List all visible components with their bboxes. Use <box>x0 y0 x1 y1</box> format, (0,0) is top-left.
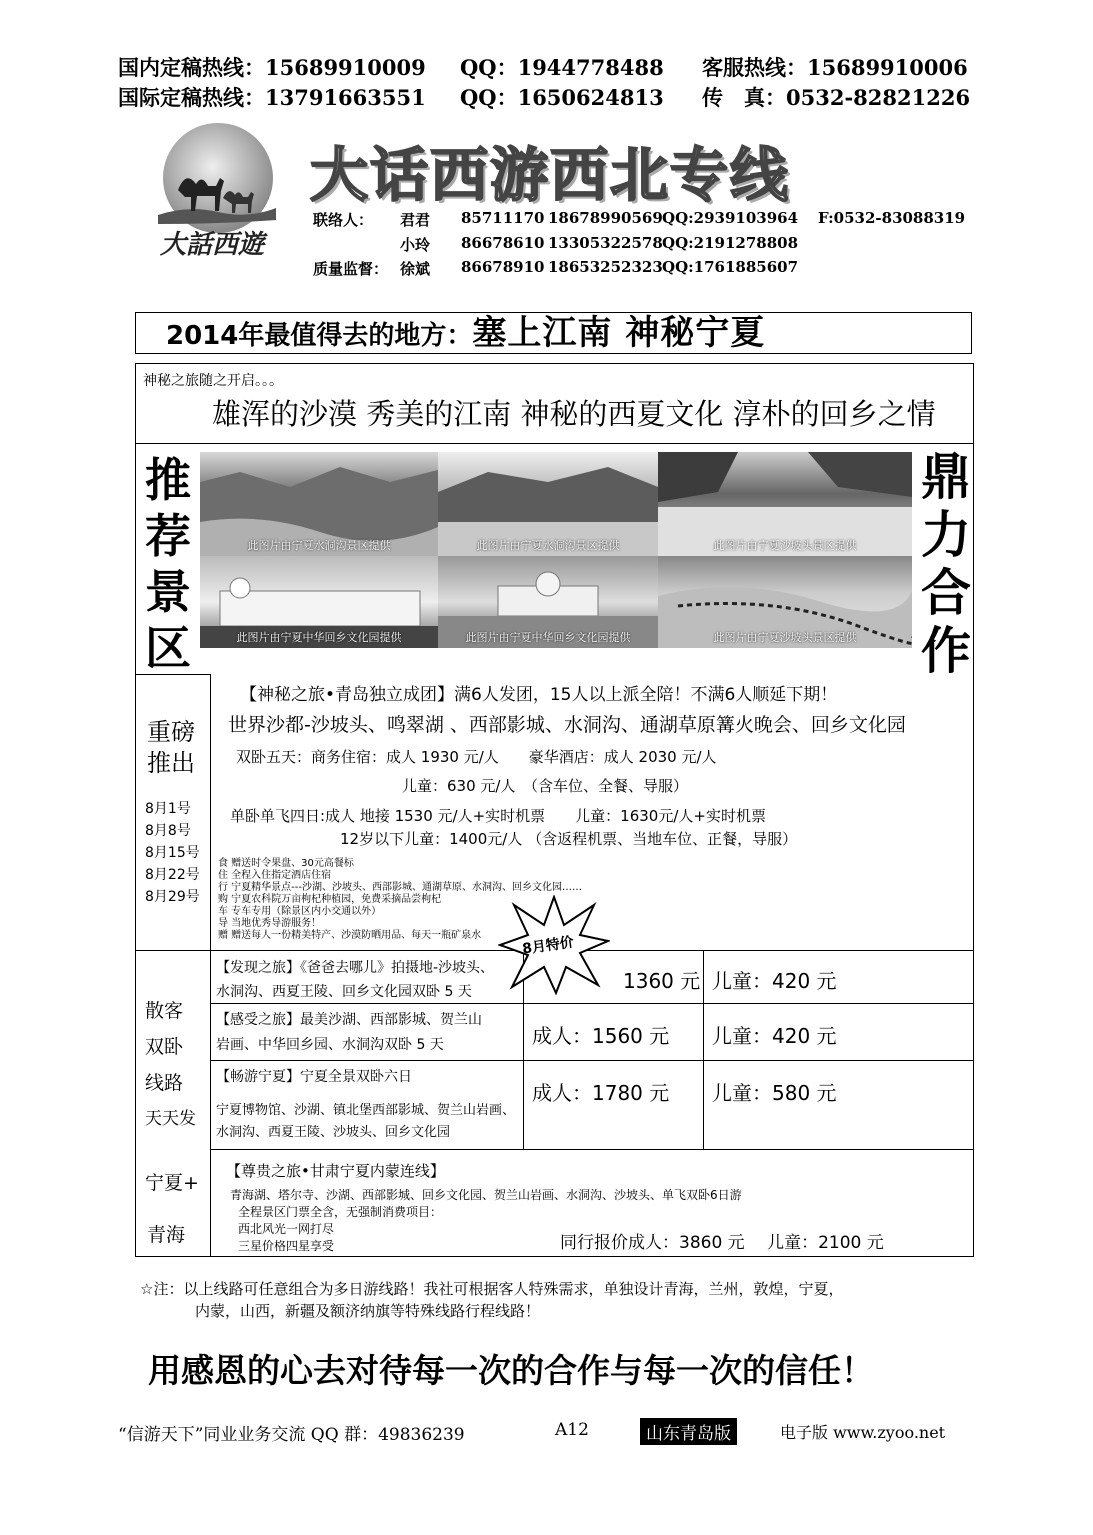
route-adult-price: 成人：1780 元 <box>532 1081 670 1105</box>
domestic-qq: QQ：1944778488 <box>460 55 664 80</box>
perk-item: 赠 赠送每人一份精美特产、沙漠防晒用品、每天一瓶矿泉水 <box>218 930 482 941</box>
brand-title: 大话西游西北专线 <box>310 141 791 209</box>
headline <box>166 313 765 359</box>
note-line-2: 内蒙，山西，新疆及额济纳旗等特殊线路行程线路！ <box>195 1302 541 1320</box>
featured-price-1: 双卧五天：商务住宿：成人 1930 元/人 豪华酒店：成人 2030 元/人 <box>236 748 717 766</box>
route-name: 【发现之旅】《爸爸去哪儿》拍摄地-沙坡头、 <box>216 960 495 976</box>
route-adult-price: 成人：1560 元 <box>532 1024 670 1048</box>
date-item: 8月15号 <box>145 845 200 861</box>
route-detail: 岩画、中华回乡园、水洞沟双卧 5 天 <box>216 1037 444 1053</box>
premium-line: 西北风光一网打尽 <box>238 1222 335 1236</box>
route-child-price: 儿童：420 元 <box>712 969 837 993</box>
photo-caption: 此图片由宁夏中华回乡文化园提供 <box>236 631 402 644</box>
featured-price-2: 儿童：630 元/人 （含车位、全餐、导服） <box>402 777 688 795</box>
date-item: 8月29号 <box>145 889 200 905</box>
partnership-label: 鼎 力 合 作 <box>921 448 971 680</box>
photo-caption: 此图片由宁夏沙坡头景区提供 <box>713 539 857 552</box>
date-item: 8月8号 <box>145 823 191 839</box>
slogan: 用感恩的心去对待每一次的合作与每一次的信任！ <box>148 1351 874 1390</box>
perk-item: 车 专车专用（除景区内小交通以外） <box>218 906 382 917</box>
edition-badge: 山东青岛版 <box>640 1418 737 1445</box>
contact-mobile: 18678990569 <box>548 209 663 227</box>
divider <box>135 443 974 444</box>
premium-line: 三星价格四星享受 <box>238 1239 335 1253</box>
photo-caption: 此图片由宁夏中华回乡文化园提供 <box>465 631 631 644</box>
perk-item: 住 全程入住指定酒店住宿 <box>218 870 332 881</box>
divider <box>210 1150 211 1257</box>
footer-website[interactable]: 电子版 www.zyoo.net <box>780 1423 946 1442</box>
perk-item: 购 宁夏农科院万亩枸杞种植园，免费采摘品尝枸杞 <box>218 894 442 905</box>
contact-name: 小玲 <box>400 236 431 254</box>
contact-qq: QQ:2939103964 <box>662 209 799 227</box>
photo-caption: 此图片由宁夏沙坡头景区提供 <box>713 631 857 644</box>
featured-label-1: 重磅 <box>147 718 195 746</box>
special-price-burst <box>498 895 610 995</box>
brand-logo <box>148 120 278 260</box>
route-detail: 水洞沟、西夏王陵、回乡文化园双卧 5 天 <box>216 984 472 1000</box>
contact-fax: F:0532-83088319 <box>818 209 966 227</box>
premium-side-1: 宁夏+ <box>145 1172 199 1194</box>
logo-text: 大話西遊 <box>160 230 265 260</box>
supervisor-role: 质量监督： <box>313 260 389 278</box>
date-item: 8月22号 <box>145 867 200 883</box>
supervisor-qq: QQ:1761885607 <box>662 258 799 276</box>
premium-line: 全程景区门票全含，无强制消费项目： <box>238 1205 443 1219</box>
photo-caption: 此图片由宁夏水洞沟景区提供 <box>476 539 620 552</box>
featured-title: 【神秘之旅•青岛独立成团】满6人发团，15人以上派全陪！不满6人顺延下期！ <box>240 685 838 705</box>
contact-mobile: 13305322578 <box>548 234 663 252</box>
burst-label: 8月特价 <box>521 934 575 958</box>
photo-shapotou-river <box>658 452 912 556</box>
photo-huixiang-park <box>200 556 438 648</box>
headline-box <box>135 312 972 354</box>
supervisor-name: 徐斌 <box>400 260 431 278</box>
domestic-hotline: 国内定稿热线：15689910009 <box>118 55 426 80</box>
contact-role: 联络人： <box>313 211 374 229</box>
premium-side-2: 青海 <box>147 1224 186 1246</box>
route-child-price: 儿童：420 元 <box>712 1024 837 1048</box>
route-detail: 宁夏博物馆、沙湖、镇北堡西部影城、贺兰山岩画、 <box>216 1103 516 1118</box>
contact-tel: 86678610 <box>461 234 545 252</box>
divider <box>135 674 211 675</box>
service-hotline: 客服热线：15689910006 <box>702 55 968 80</box>
premium-price: 同行报价成人：3860 元 儿童：2100 元 <box>560 1233 884 1253</box>
routes-side-label: 散客 双卧 线路 天天发 <box>145 1000 196 1129</box>
route-name: 【感受之旅】最美沙湖、西部影城、贺兰山 <box>216 1012 482 1028</box>
departure-dates <box>145 798 200 908</box>
featured-price-4: 12岁以下儿童：1400元/人 （含返程机票、当地车位、正餐，导服） <box>340 830 798 848</box>
contact-tel: 85711170 <box>461 209 545 227</box>
contact-name: 君君 <box>400 211 431 229</box>
headline-emphasis: 塞上江南 神秘宁夏 <box>472 313 766 353</box>
headline-prefix: 2014年最值得去的地方： <box>166 321 473 351</box>
contact-qq: QQ:2191278808 <box>662 234 799 252</box>
international-hotline: 国际定稿热线：13791663551 <box>118 85 426 110</box>
route-adult-price: 1360 元 <box>623 969 701 993</box>
perk-item: 食 赠送时令果盘、30元高餐标 <box>218 858 354 869</box>
fax-line: 传 真：0532-82821226 <box>702 85 971 110</box>
premium-title: 【尊贵之旅•甘肃宁夏内蒙连线】 <box>226 1162 445 1180</box>
footer-qq-group: “信游天下”同业业务交流 QQ 群：49836239 <box>118 1425 465 1445</box>
photo-shuidonggou-canyon <box>200 452 438 556</box>
featured-spots: 世界沙都-沙坡头、鸣翠湖 、西部影城、水洞沟、通湖草原篝火晚会、回乡文化园 <box>228 714 906 736</box>
perk-item: 行 宁夏精华景点---沙湖、沙坡头、西部影城、通湖草原、水洞沟、回乡文化园…… <box>218 882 583 893</box>
route-name: 【畅游宁夏】宁夏全景双卧六日 <box>216 1069 412 1085</box>
international-qq: QQ：1650624813 <box>460 85 664 110</box>
photo-huixiang-mosque <box>438 556 658 648</box>
note-line-1: ☆注：以上线路可任意组合为多日游线路！我社可根据客人特殊需求，单独设计青海，兰州，敦煌，宁夏， <box>140 1280 844 1298</box>
intro-small: 神秘之旅随之开启。。。 <box>143 373 283 389</box>
footer-page: A12 <box>555 1420 589 1440</box>
featured-label-2: 推出 <box>147 749 195 777</box>
route-detail: 水洞沟、西夏王陵、沙坡头、回乡文化园 <box>216 1125 451 1140</box>
supervisor-tel: 86678910 <box>461 258 545 276</box>
date-item: 8月1号 <box>145 801 191 817</box>
photo-caption: 此图片由宁夏水洞沟景区提供 <box>247 539 391 552</box>
divider <box>210 674 211 951</box>
intro-big: 雄浑的沙漠 秀美的江南 神秘的西夏文化 淳朴的回乡之情 <box>212 397 936 431</box>
perk-item: 导 当地优秀导游服务！ <box>218 918 322 929</box>
premium-line: 青海湖、塔尔寺、沙湖、西部影城、回乡文化园、贺兰山岩画、水洞沟、沙坡头、单飞双卧6日游 <box>230 1188 742 1202</box>
photo-shapotou-desert <box>658 556 912 648</box>
recommended-label: 推 荐 景 区 <box>145 453 191 675</box>
featured-price-3: 单卧单飞四日:成人 地接 1530 元/人+实时机票 儿童：1630元/人+实时机票 <box>230 807 766 825</box>
photo-shuidonggou-lake <box>438 452 658 556</box>
supervisor-mobile: 18653252323 <box>548 258 663 276</box>
route-child-price: 儿童：580 元 <box>712 1081 837 1105</box>
